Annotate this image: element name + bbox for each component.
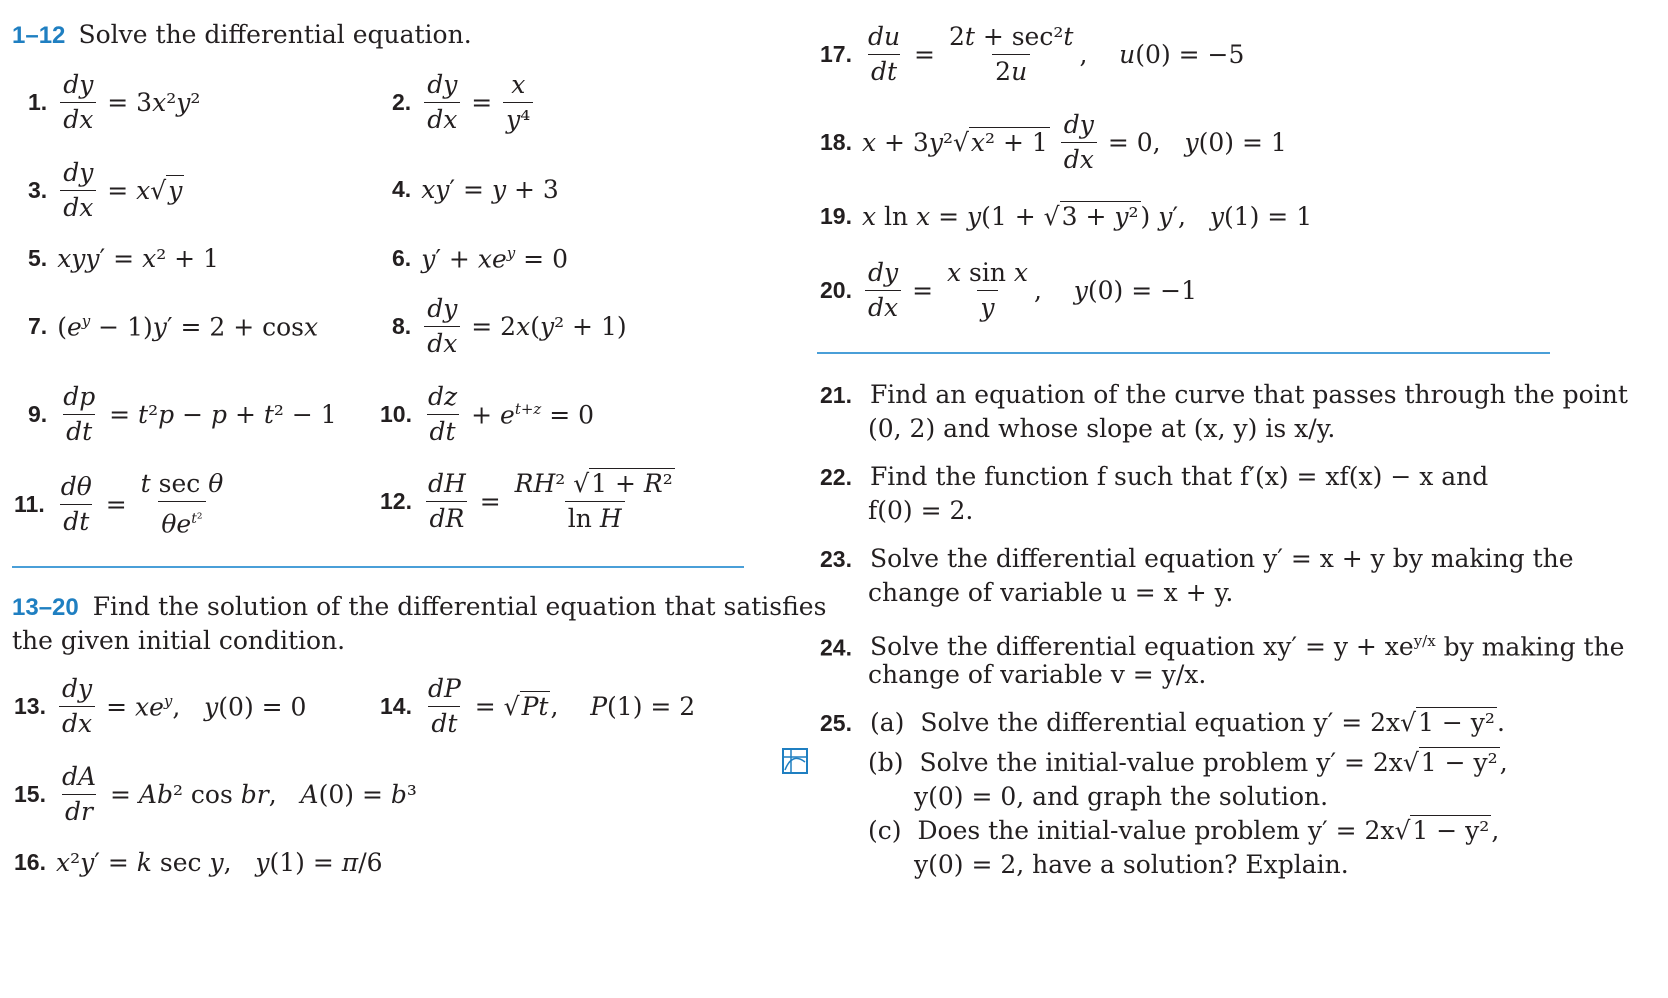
problem-25a: 25. (a) Solve the differential equation y′ = 2x√1 − y². xyxy=(820,708,1505,737)
problem-number: 7. xyxy=(28,313,48,340)
part-c-label: (c) xyxy=(868,816,902,845)
problem-25b: (b) Solve the initial-value problem y′ = 2x√1 − y², xyxy=(868,748,1508,777)
problem-23-line1: Solve the differential equation y′ = x + y by making the xyxy=(869,544,1574,573)
problem-17: 17. $\frac{du}{dt}$ = $\frac{\text{2t + sec²t}}{2u}$ , u(0) = −5 xyxy=(820,20,1244,89)
instruction-13-20-line1: Find the solution of the differential equation that satisfies xyxy=(92,592,827,621)
part-b-label: (b) xyxy=(868,748,904,777)
problem-number: 14. xyxy=(380,693,412,719)
problem-number: 25. xyxy=(820,710,852,736)
problem-number: 23. xyxy=(820,546,852,572)
problem-24-line1b: by making the xyxy=(1435,632,1625,662)
part-b-line2: y(0) = 0, and graph the solution. xyxy=(914,782,1329,811)
problem-5: 5. xyy′ = x² + 1 xyxy=(28,244,219,273)
problem-23-line2: change of variable u = x + y. xyxy=(868,578,1234,607)
instruction-1-12: Solve the differential equation. xyxy=(78,20,472,49)
problem-24-line2: change of variable v = y/x. xyxy=(868,660,1207,689)
problem-number: 15. xyxy=(14,781,46,807)
problem-number: 21. xyxy=(820,382,852,408)
problem-22-line1: Find the function f such that f′(x) = xf(x) − x and xyxy=(869,462,1489,491)
range-1-12: 1–12 xyxy=(12,22,66,49)
problem-number: 18. xyxy=(820,129,852,155)
section-header-13-20 xyxy=(12,590,826,625)
problem-20: 20. $\frac{dy}{dx}$ = $\frac{\text{x sin x}}{y}$ , y(0) = −1 xyxy=(820,256,1197,325)
problem-number: 13. xyxy=(14,693,46,719)
problem-number: 11. xyxy=(14,490,45,517)
radicand: 1 − y² xyxy=(1418,708,1495,737)
problem-21-line1: Find an equation of the curve that passes through the point xyxy=(869,380,1628,409)
section-header-1-12 xyxy=(12,20,472,50)
problem-number: 10. xyxy=(380,401,412,427)
part-c-text: Does the initial-value problem y′ = 2x xyxy=(917,816,1395,845)
problem-number: 22. xyxy=(820,464,852,490)
part-c-end: , xyxy=(1491,816,1500,845)
problem-12: 12. $\frac{dH}{dR}$ = $\frac{\text{RH² √1 + R²}}{\text{ln H}}$ xyxy=(380,467,681,536)
problem-22-line2: f(0) = 2. xyxy=(868,496,974,525)
problem-number: 5. xyxy=(28,245,48,271)
problem-number: 16. xyxy=(14,849,46,875)
problem-number: 1. xyxy=(28,89,48,115)
part-a-end: . xyxy=(1496,708,1505,737)
problem-number: 8. xyxy=(392,313,412,339)
problem-15: 15. $\frac{dA}{dr}$ = Ab² cos br, A(0) = b³ xyxy=(14,760,417,829)
problem-number: 3. xyxy=(28,177,48,203)
problem-18: 18. x + 3y²√x² + 1 $\frac{dy}{dx}$ = 0, y(0) = 1 xyxy=(820,108,1287,177)
problem-13: 13. $\frac{dy}{dx}$ = $xe^y$, y(0) = 0 xyxy=(14,672,306,741)
problem-25c: (c) Does the initial-value problem y′ = 2x√1 − y², xyxy=(868,816,1500,845)
problem-21-line2: (0, 2) and whose slope at (x, y) is x/y. xyxy=(868,414,1336,443)
problem-number: 9. xyxy=(28,401,48,427)
problem-1: 1. $\frac{dy}{dx}$ = 3x²y² xyxy=(28,68,200,137)
problem-9: 9. $\frac{dp}{dt}$ = t²p − p + t² − 1 xyxy=(28,380,337,449)
part-b-text: Solve the initial-value problem y′ = 2x xyxy=(919,748,1403,777)
problem-14: 14. $\frac{dP}{dt}$ = √Pt, P(1) = 2 xyxy=(380,672,695,741)
part-a-text: Solve the differential equation y′ = 2x xyxy=(920,708,1401,737)
problem-22 xyxy=(820,460,1488,494)
problem-2: 2. $\frac{dy}{dx}$ = $\frac{x}{\text{y⁴}}$ xyxy=(392,68,536,137)
problem-10: 10. $\frac{dz}{dt}$ + $e^{t+z} = 0$ xyxy=(380,380,594,449)
problem-3: 3. $\frac{dy}{dx}$ = x√y xyxy=(28,156,184,225)
problem-24-sup: y/x xyxy=(1413,632,1436,650)
problem-number: 12. xyxy=(380,488,412,514)
radicand: 1 − y² xyxy=(1420,748,1498,777)
problem-4: 4. xy′ = y + 3 xyxy=(392,175,559,204)
problem-number: 2. xyxy=(392,89,412,115)
problem-16: 16. x²y′ = k sec y, y(1) = π/6 xyxy=(14,848,383,877)
graphing-calculator-icon xyxy=(782,748,808,774)
instruction-13-20-line2: the given initial condition. xyxy=(12,626,346,655)
problem-23 xyxy=(820,542,1574,576)
problem-21 xyxy=(820,378,1628,412)
problem-11: 11. $\frac{d\theta}{dt}$ = $\frac{\text{t sec θ}}{\theta e^{t^2}}$ xyxy=(14,467,229,541)
problem-number: 20. xyxy=(820,277,852,303)
part-c-line2: y(0) = 2, have a solution? Explain. xyxy=(914,850,1349,879)
divider-right xyxy=(817,352,1550,354)
part-b-end: , xyxy=(1499,748,1508,777)
problem-19: 19. x ln x = y(1 + √3 + y²) y′, y(1) = 1 xyxy=(820,202,1313,231)
problem-number: 19. xyxy=(820,203,852,229)
problem-6: 6. $y' + xe^y = 0$ xyxy=(392,244,568,274)
part-a-label: (a) xyxy=(869,708,905,737)
problem-7: 7. $(e^y - 1)y' = 2 + \cos x$ xyxy=(28,312,319,342)
range-13-20: 13–20 xyxy=(12,594,79,621)
problem-number: 4. xyxy=(392,176,412,202)
radicand: 1 − y² xyxy=(1412,816,1490,845)
problem-number: 17. xyxy=(820,41,852,67)
divider-left xyxy=(12,566,744,568)
problem-number: 24. xyxy=(820,634,852,661)
problem-8: 8. $\frac{dy}{dx}$ = 2x(y² + 1) xyxy=(392,292,627,361)
problem-24-line1: Solve the differential equation xy′ = y + xe xyxy=(869,632,1414,662)
problem-number: 6. xyxy=(392,245,412,272)
